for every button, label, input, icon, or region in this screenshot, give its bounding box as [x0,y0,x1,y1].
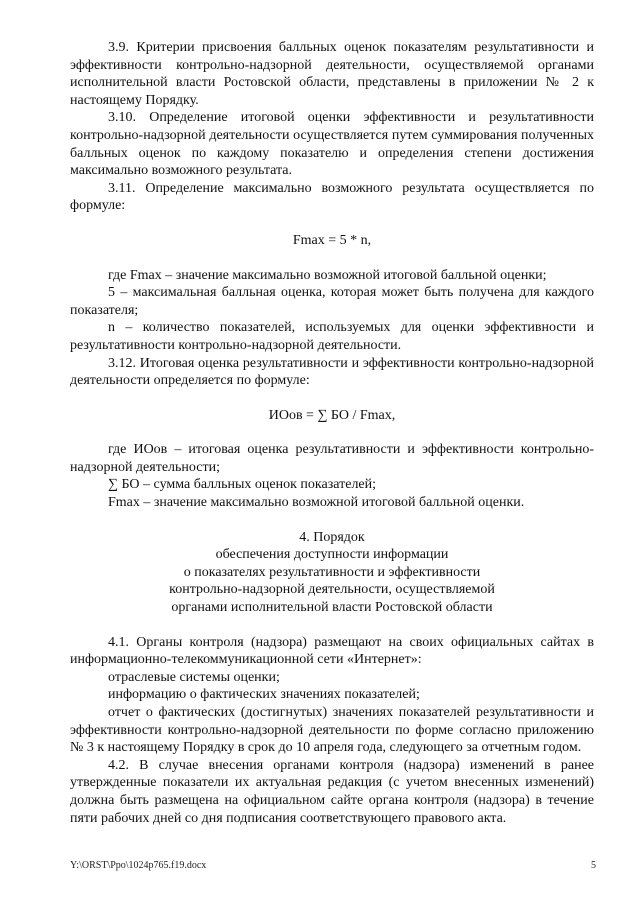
definition-ioov: где ИОов – итоговая оценка результативности и эффективности контрольно-надзорной деятельности; [70,442,594,475]
heading-line: органами исполнительной власти Ростовской области [171,600,493,616]
heading-line: контрольно-надзорной деятельности, осуществляемой [169,582,495,598]
definition-5: 5 – максимальная балльная оценка, которая может быть получена для каждого показателя; [70,285,594,318]
section-4-heading [70,529,594,617]
heading-line: обеспечения доступности информации [215,547,449,563]
document-body [70,39,594,827]
paragraph-3-11: 3.11. Определение максимально возможного результата осуществляется по формуле: [70,180,594,214]
list-item: отраслевые системы оценки; [108,669,280,685]
footer-file-path: Y:\ORST\Ppo\1024p765.f19.docx [70,860,207,871]
paragraph-3-12: 3.12. Итоговая оценка результативности и эффективности контрольно-надзорной деятельности определяется по формуле: [70,355,594,389]
list-item: информацию о фактических значениях показателей; [108,687,420,703]
formula-fmax: Fmax = 5 * n, [292,232,372,248]
paragraph-3-9: 3.9. Критерии присвоения балльных оценок показателям результативности и эффективности контрольно-надзорной деятельности, осуществляемой органами исполнительной власти Ростовской области, представлены в приложении № 2 к настоящему Порядку. [70,40,594,108]
paragraph-3-10: 3.10. Определение итоговой оценки эффективности и результативности контрольно-надзорной деятельности осуществляется путем суммирования полученных балльных оценок по каждому показателю и определения степени достижения максимально возможного результата. [70,110,594,179]
formula-ioov: ИОов = ∑ БО / Fmax, [268,407,396,423]
heading-line: о показателях результативности и эффективности [183,564,481,580]
paragraph-4-1: 4.1. Органы контроля (надзора) размещают на своих официальных сайтах в информационно-телекоммуникационной сети «Интернет»: [70,634,594,668]
definition-fmax-2: Fmax – значение максимально возможной итоговой балльной оценки. [108,495,525,511]
definition-bo: ∑ БО – сумма балльных оценок показателей; [108,477,377,493]
list-item: отчет о фактических (достигнутых) значениях показателей результативности и эффективности контрольно-надзорной деятельности по форме согласно приложению № 3 к настоящему Порядку в срок до 10 апреля года, следующего за отчетным годом. [70,705,594,756]
definition-fmax: где Fmax – значение максимально возможной итоговой балльной оценки; [108,267,547,283]
definition-n: n – количество показателей, используемых для оценки эффективности и результативности контрольно-надзорной деятельности. [70,320,594,353]
paragraph-4-2: 4.2. В случае внесения органами контроля (надзора) изменений в ранее утвержденные показатели их актуальная редакция (с учетом внесенных изменений) должна быть размещена на официальном сайте органа контроля (надзора) в течение пяти рабочих дней со дня подписания соответствующего правового акта. [70,757,594,826]
heading-line: 4. Порядок [299,529,365,545]
page-number: 5 [591,860,596,871]
